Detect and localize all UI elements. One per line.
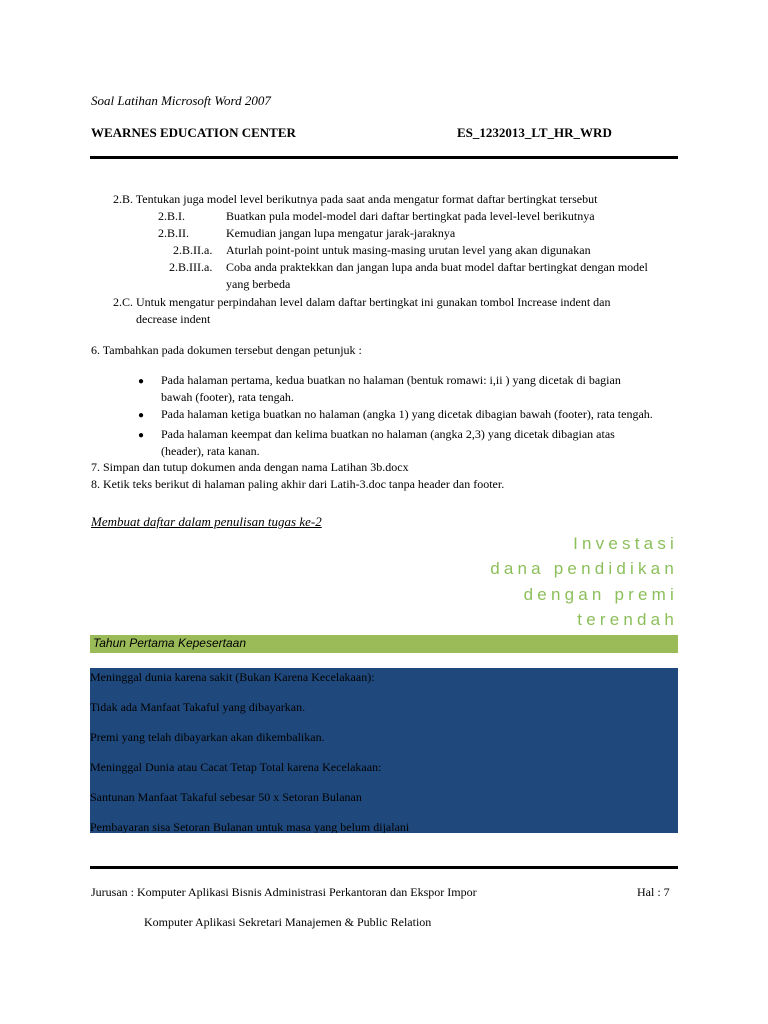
blue-line-5: Santunan Manfaat Takaful sebesar 50 x Setoran Bulanan	[90, 790, 362, 804]
bullet-item-3-line-2: (header), rata kanan.	[161, 444, 260, 458]
list-item-8: 8. Ketik teks berikut di halaman paling akhir dari Latih-3.doc tanpa header dan footer.	[91, 477, 505, 491]
document-code: ES_1232013_LT_HR_WRD	[457, 125, 612, 140]
blue-line-6: Pembayaran sisa Setoran Bulanan untuk masa yang belum dijalani	[90, 820, 410, 833]
list-item-6: 6. Tambahkan pada dokumen tersebut dengan petunjuk :	[91, 343, 362, 357]
blue-line-3: Premi yang telah dibayarkan akan dikembalikan.	[90, 730, 325, 744]
bullet-item-3-line-1: Pada halaman keempat dan kelima buatkan no halaman (angka 2,3) yang dicetak dibagian atas	[161, 427, 615, 441]
footer-department: Jurusan : Komputer Aplikasi Bisnis Administrasi Perkantoran dan Ekspor Impor	[91, 885, 477, 899]
list-item-2bii-number: 2.B.II.	[158, 226, 189, 240]
bullet-icon: ●	[138, 376, 145, 387]
blue-line-4: Meninggal Dunia atau Cacat Tetap Total karena Kecelakaan:	[90, 760, 382, 774]
list-item-7: 7. Simpan dan tutup dokumen anda dengan nama Latihan 3b.docx	[91, 460, 409, 474]
bullet-icon: ●	[138, 410, 145, 421]
blue-line-2: Tidak ada Manfaat Takaful yang dibayarkan.	[90, 700, 306, 714]
blue-line-1: Meninggal dunia karena sakit (Bukan Karena Kecelakaan):	[90, 670, 375, 684]
list-item-2biiia-number: 2.B.III.a.	[169, 260, 213, 274]
list-item-2bi-text: Buatkan pula model-model dari daftar bertingkat pada level-level berikutnya	[226, 209, 595, 223]
bullet-item-1-line-2: bawah (footer), rata tengah.	[161, 390, 294, 404]
footer-page-number: Hal : 7	[637, 885, 670, 899]
list-item-2c: 2.C. Untuk mengatur perpindahan level dalam daftar bertingkat ini gunakan tombol Increase indent dan	[113, 295, 611, 309]
list-item-2b: 2.B. Tentukan juga model level berikutnya pada saat anda mengatur format daftar bertingkat tersebut	[113, 192, 598, 206]
list-item-2biia-text: Aturlah point-point untuk masing-masing urutan level yang akan digunakan	[226, 243, 591, 257]
list-item-2c-cont: decrease indent	[136, 312, 211, 326]
green-heading-label: Tahun Pertama Kepesertaan	[93, 636, 246, 650]
list-item-2biiia-text: Coba anda praktekkan dan jangan lupa anda buat model daftar bertingkat dengan model	[226, 260, 648, 274]
footer-department-2: Komputer Aplikasi Sekretari Manajemen & Public Relation	[144, 915, 432, 929]
list-item-2biia-number: 2.B.II.a.	[173, 243, 213, 257]
invest-line-4: terendah	[577, 610, 678, 629]
section-title: Membuat daftar dalam penulisan tugas ke-2	[91, 514, 322, 529]
invest-line-1: Investasi	[573, 534, 678, 553]
list-item-2bii-text: Kemudian jangan lupa mengatur jarak-jaraknya	[226, 226, 456, 240]
invest-line-3: dengan premi	[523, 585, 678, 604]
green-heading-bar	[90, 635, 678, 653]
bullet-item-2: Pada halaman ketiga buatkan no halaman (angka 1) yang dicetak dibagian bawah (footer), rata tengah.	[161, 407, 653, 421]
bullet-icon: ●	[138, 430, 145, 441]
blue-content-box	[90, 668, 678, 833]
footer-divider	[90, 866, 678, 869]
list-item-2bi-number: 2.B.I.	[158, 209, 185, 223]
bullet-item-1-line-1: Pada halaman pertama, kedua buatkan no halaman (bentuk romawi: i,ii ) yang dicetak di bagian	[161, 373, 621, 387]
invest-line-2: dana pendidikan	[490, 559, 678, 578]
header-divider	[90, 156, 678, 159]
list-item-2biiia-text-cont: yang berbeda	[226, 277, 291, 291]
document-title: Soal Latihan Microsoft Word 2007	[91, 93, 271, 108]
organization-name: WEARNES EDUCATION CENTER	[91, 125, 296, 140]
